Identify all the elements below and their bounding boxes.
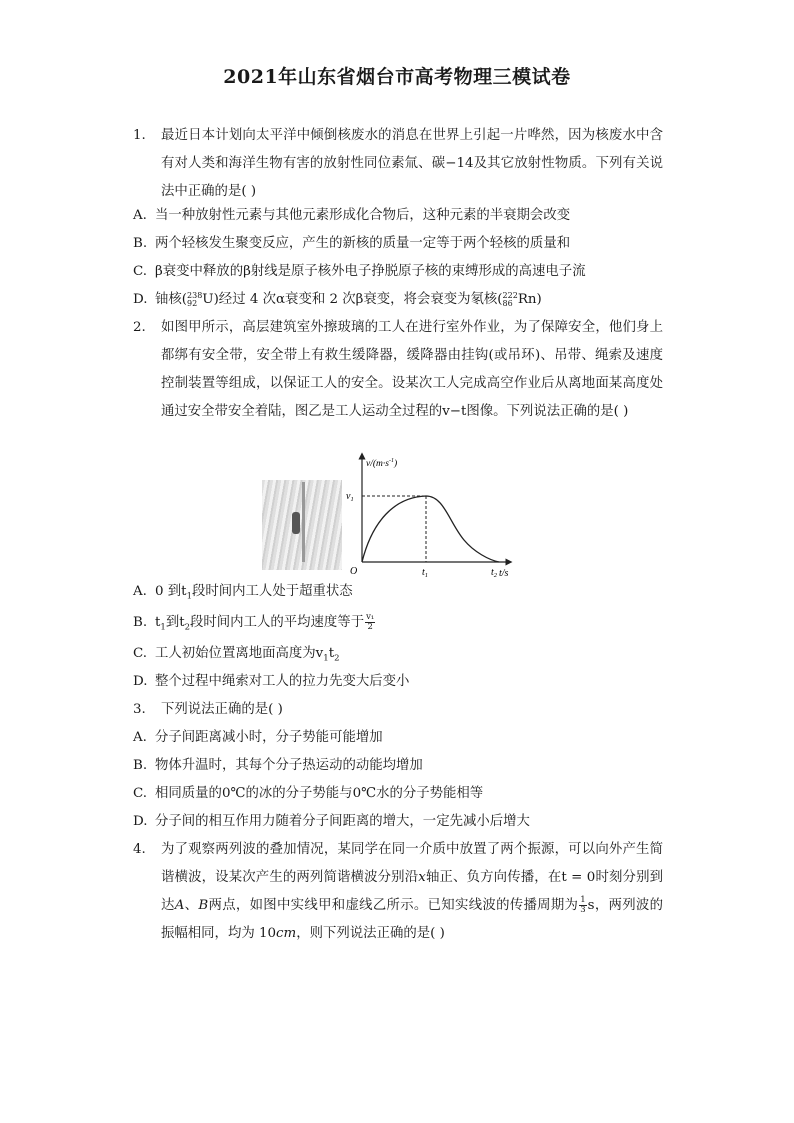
q3-option-b[interactable]: B. 物体升温时，其每个分子热运动的动能均增加: [133, 758, 423, 773]
q1-option-d[interactable]: D. 铀核( 238 92 U)经过 4 次α衰变和 2 次β衰变，将会衰变为氡核( 222 86 Rn): [133, 290, 542, 308]
q2-option-c[interactable]: C. 工人初始位置离地面高度为$v_1t_2$: [133, 646, 340, 664]
t1-label: $t_1$: [422, 567, 429, 579]
page-title: 2021年山东省烟台市高考物理三模试卷: [223, 66, 571, 88]
question-text: 最近日本计划向太平洋中倾倒核废水的消息在世界上引起一片哗然，因为核废水中含有对人类和海洋生物有害的放射性同位素氚、碳−14及其它放射性物质。下列有关说法中正确的是( ): [161, 128, 663, 199]
question-3: [133, 696, 663, 724]
vt-graph: [344, 452, 514, 582]
question-number: 3.: [133, 702, 146, 717]
q2-option-a[interactable]: A. 0 到$t_1$段时间内工人处于超重状态: [133, 584, 353, 602]
question-text: 为了观察两列波的叠加情况，某同学在同一介质中放置了两个振源，可以向外产生简谐横波，设某次产生的两列简谐横波分别沿x轴正、负方向传播，在t = 0时刻分别到达A、B两点，如图中实线甲和虚线乙所示。已知实线波的传播周期为 $\frac{1}{3}$ s，两列波的振幅相同，均为 10cm，则下列说法正确的是( ): [161, 842, 664, 941]
question-text: 如图甲所示，高层建筑室外擦玻璃的工人在进行室外作业，为了保障安全，他们身上都绑有安全带，安全带上有救生缓降器，缓降器由挂钩(或吊环)、吊带、绳索及速度控制装置等组成，以保证工人的安全。设某次工人完成高空作业后从离地面某高度处通过安全带安全着陆，图乙是工人运动全过程的v−t图像。下列说法正确的是( ): [161, 320, 663, 419]
worker-figure: [292, 512, 300, 534]
v1-label: $v_1$: [346, 491, 354, 503]
q3-option-c[interactable]: C. 相同质量的0℃的冰的分子势能与0℃水的分子势能相等: [133, 786, 484, 801]
t2-label: $t_2$: [491, 567, 498, 579]
fraction-one-third: $\frac{1}{3}$: [580, 895, 586, 915]
nuclide-u: 238 92: [187, 290, 203, 308]
q3-option-a[interactable]: A. 分子间距离减小时，分子势能可能增加: [133, 730, 383, 745]
origin-label: O: [350, 566, 358, 577]
question-1: [133, 122, 663, 206]
nuclide-rn: 222 86: [502, 290, 518, 308]
figure-worker-and-vt-graph: [262, 452, 512, 582]
rope-line: [302, 482, 305, 562]
q1-option-b[interactable]: B. 两个轻核发生聚变反应，产生的新核的质量一定等于两个轻核的质量和: [133, 236, 571, 251]
question-2: [133, 314, 663, 426]
q1-option-a[interactable]: A. 当一种放射性元素与其他元素形成化合物后，这种元素的半衰期会改变: [133, 208, 571, 223]
y-axis-label: $v/(m\cdot s^{-1})$: [366, 458, 398, 469]
q2-option-b[interactable]: B. $t_1$到$t_2$段时间内工人的平均速度等于 $\frac{\text{v₁}}{2}$: [133, 612, 375, 633]
question-text: 下列说法正确的是( ): [161, 702, 283, 717]
q3-option-d[interactable]: D. 分子间的相互作用力随着分子间距离的增大，一定先减小后增大: [133, 814, 530, 829]
question-number: 2.: [133, 320, 146, 335]
q1-option-c[interactable]: C. β衰变中释放的β射线是原子核外电子挣脱原子核的束缚形成的高速电子流: [133, 264, 586, 279]
q2-option-d[interactable]: D. 整个过程中绳索对工人的拉力先变大后变小: [133, 674, 410, 689]
velocity-curve: [362, 496, 499, 562]
question-number: 1.: [133, 128, 146, 143]
x-axis-label: t/s: [499, 568, 509, 579]
question-4: [133, 836, 663, 948]
question-number: 4.: [133, 842, 146, 857]
fraction-v1-over-2: $\frac{\text{v₁}}{2}$: [366, 612, 375, 632]
